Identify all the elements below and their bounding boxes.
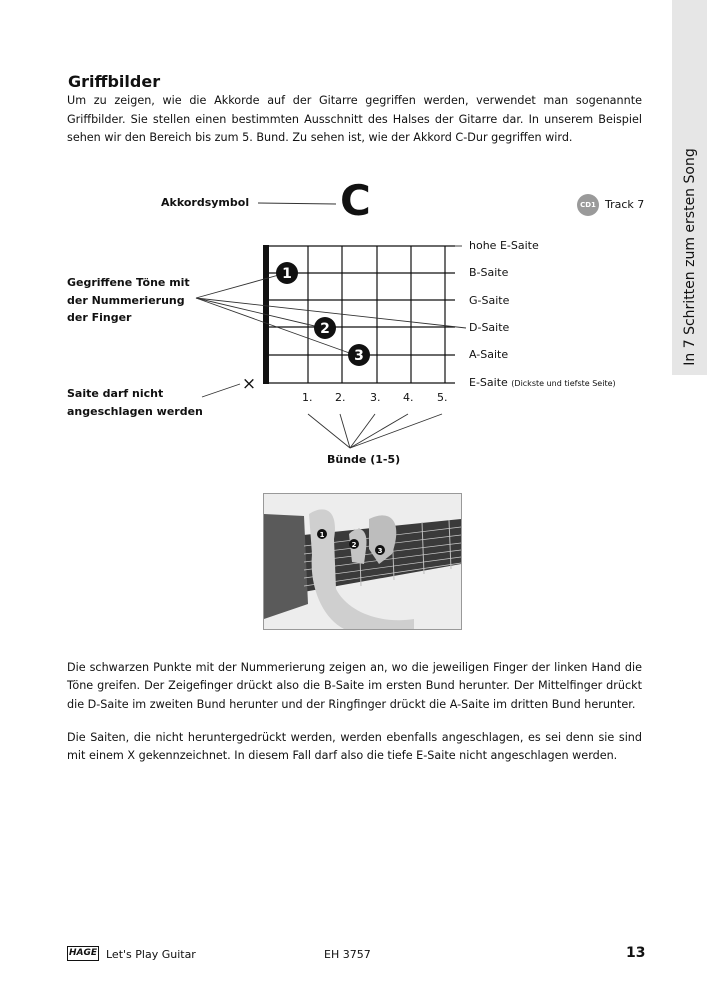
fret-number-2: 2.: [335, 391, 346, 404]
muted-label-line-2: angeschlagen werden: [67, 405, 203, 418]
string-label-d: D-Saite: [469, 321, 510, 334]
fret-number-3: 3.: [370, 391, 381, 404]
intro-paragraph: Um zu zeigen, wie die Akkorde auf der Gitarre gegriffen werden, verwendet man sogenannte Griffbilder. Sie stellen einen bestimmten Ausschnitt des Halses der Gitarre dar. In unserem Beispiel sehen wir den Bereich bis zum 5. Bund. Zu sehen ist, wie der Akkord C-Dur gegriffen wird.: [67, 94, 642, 145]
fret-number-5: 5.: [437, 391, 448, 404]
finger-dot-1: [276, 262, 298, 284]
chord-symbol: C: [340, 176, 371, 225]
fingered-label-line-2: der Nummerierung: [67, 294, 185, 307]
string-label-b: B-Saite: [469, 266, 509, 279]
page-number: 13: [626, 945, 646, 961]
footer-code: EH 3757: [324, 948, 371, 961]
hage-logo: HAGE: [67, 946, 99, 961]
string-label-low-e-name: E-Saite: [469, 376, 508, 389]
photo-marker-1: 1: [319, 531, 325, 539]
frets-label: Bünde (1-5): [327, 453, 401, 466]
finger-dot-2: [314, 317, 336, 339]
finger-number-2: 2: [320, 321, 330, 337]
fingered-label-line-3: der Finger: [67, 311, 132, 324]
muted-string-marker: ×: [241, 374, 257, 394]
track-label: Track 7: [605, 198, 645, 211]
string-label-a: A-Saite: [469, 348, 509, 361]
fret-number-4: 4.: [403, 391, 414, 404]
body-paragraph-1: Die schwarzen Punkte mit der Nummerierung zeigen an, wo die jeweiligen Finger der linken Hand die Töne greifen. Der Zeigefinger drückt also die B-Saite im ersten Bund herunter. Der Mittelfinger drückt die D-Saite im zweiten Bund herunter und der Ringfinger drückt die A-Saite im dritten Bund herunter.: [67, 661, 642, 711]
footer-series-title: Let's Play Guitar: [106, 948, 196, 961]
hand-photo-illustration: [264, 494, 461, 629]
cd-icon: CD1: [577, 194, 599, 216]
low-e-note: (Dickste und tiefste Seite): [511, 379, 616, 388]
fingered-label-line-1: Gegriffene Töne mit: [67, 276, 190, 289]
photo-marker-2: 2: [351, 541, 357, 549]
fret-number-1: 1.: [302, 391, 313, 404]
body-paragraph-2: Die Saiten, die nicht heruntergedrückt werden, werden ebenfalls angeschlagen, es sei denn sie sind mit einem X gekennzeichnet. In diesem Fall darf also die tiefe E-Saite nicht angeschlagen werden.: [67, 731, 642, 763]
finger-number-1: 1: [282, 266, 292, 282]
finger-dot-3: [348, 344, 370, 366]
chord-symbol-label: Akkordsymbol: [161, 196, 250, 209]
chapter-title: In 7 Schritten zum ersten Song: [682, 148, 698, 366]
photo-marker-3: 3: [377, 547, 383, 555]
string-label-g: G-Saite: [469, 294, 510, 307]
string-label-high-e: hohe E-Saite: [469, 239, 539, 252]
finger-number-3: 3: [354, 348, 364, 364]
section-heading: Griffbilder: [68, 72, 161, 91]
muted-label-line-1: Saite darf nicht: [67, 387, 164, 400]
string-label-low-e: [469, 376, 616, 389]
hand-photo: [263, 493, 462, 630]
